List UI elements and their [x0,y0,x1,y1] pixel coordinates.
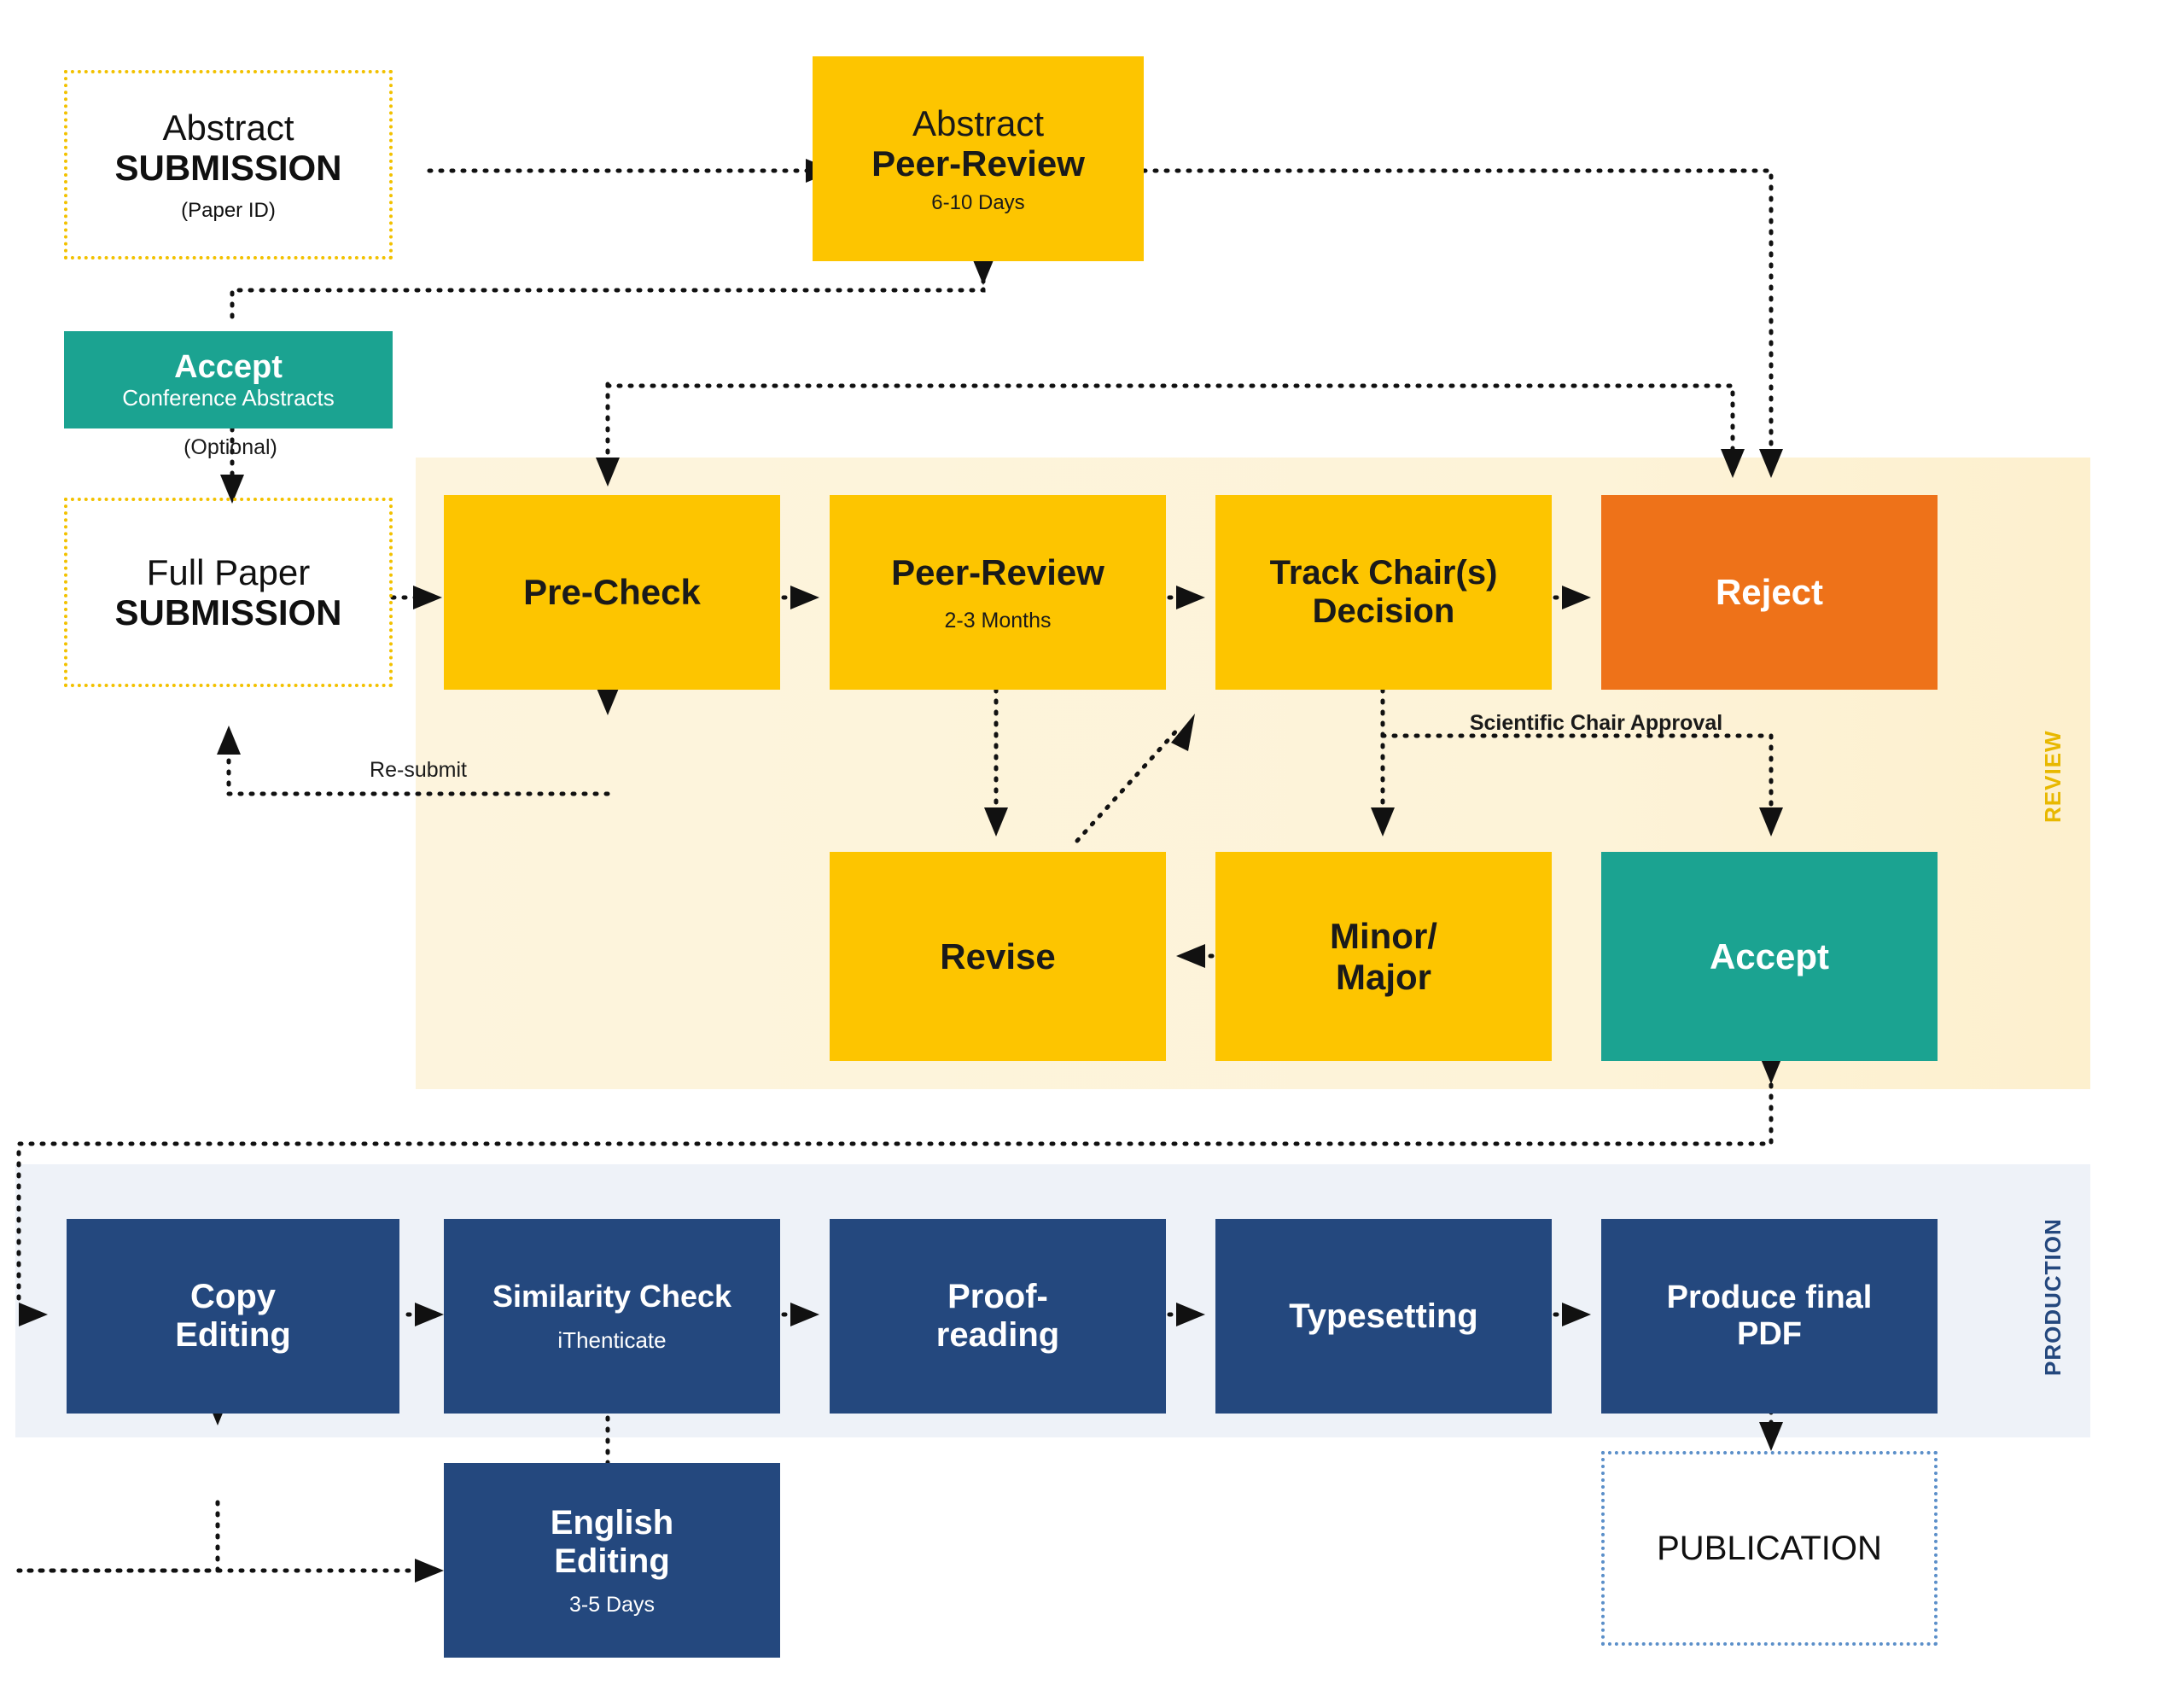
node-similarity-check-sub: iThenticate [557,1326,667,1353]
node-pre-check[interactable] [444,495,780,690]
node-similarity-check[interactable] [444,1219,780,1414]
node-similarity-check-title: Similarity Check [492,1279,732,1315]
node-produce-final-pdf[interactable] [1601,1219,1938,1414]
node-produce-final-pdf-title: Produce final [1666,1280,1873,1316]
node-full-paper-submission-title: Full Paper [146,551,311,592]
node-publication[interactable] [1601,1451,1938,1646]
node-track-chairs-decision-title: Track Chair(s) [1269,554,1498,592]
node-accept-conference-abstracts-sub: Conference Abstracts [122,384,335,411]
node-abstract-peer-review-title2: Peer-Review [871,143,1085,184]
node-produce-final-pdf-title2: PDF [1737,1316,1802,1352]
node-minor-major[interactable] [1215,852,1552,1061]
node-copy-editing[interactable] [67,1219,399,1414]
node-pre-check-title: Pre-Check [523,572,701,613]
node-abstract-submission-title2: SUBMISSION [114,147,342,188]
node-track-chairs-decision-title2: Decision [1312,592,1455,630]
node-revise[interactable] [830,852,1166,1061]
node-reject[interactable] [1601,495,1938,690]
band-label-review: REVIEW [2040,730,2066,824]
node-abstract-submission-sub: (Paper ID) [181,198,276,222]
node-accept-conference-abstracts[interactable] [64,331,393,428]
edge-label-optional: (Optional) [184,435,277,459]
node-typesetting[interactable] [1215,1219,1552,1414]
node-abstract-peer-review-sub: 6-10 Days [931,190,1025,214]
node-minor-major-title: Minor/ [1330,916,1437,957]
node-accept[interactable] [1601,852,1938,1061]
node-peer-review[interactable] [830,495,1166,690]
node-proof-reading-title2: reading [935,1316,1060,1354]
node-typesetting-title: Typesetting [1289,1297,1478,1335]
node-english-editing-title2: Editing [554,1542,670,1580]
node-english-editing-title: English [550,1504,674,1542]
node-copy-editing-title2: Editing [175,1316,291,1354]
node-proof-reading-title: Proof- [947,1278,1048,1316]
node-abstract-submission[interactable] [64,70,393,259]
band-label-production: PRODUCTION [2040,1218,2066,1377]
node-english-editing[interactable] [444,1463,780,1658]
node-abstract-peer-review[interactable] [813,56,1144,261]
node-proof-reading[interactable] [830,1219,1166,1414]
node-revise-title: Revise [940,936,1056,976]
node-peer-review-sub: 2-3 Months [944,608,1052,632]
node-reject-title: Reject [1715,572,1824,613]
node-accept-title: Accept [1709,936,1830,976]
node-copy-editing-title: Copy [190,1278,276,1316]
node-full-paper-submission[interactable] [64,498,393,687]
edge-label-re-submit: Re-submit [370,758,467,782]
node-english-editing-sub: 3-5 Days [568,1592,656,1617]
node-accept-conference-abstracts-title: Accept [174,349,283,386]
edge-label-scientific-chair-approval: Scientific Chair Approval [1469,711,1723,735]
node-track-chairs-decision[interactable] [1215,495,1552,690]
node-peer-review-title: Peer-Review [891,552,1104,593]
node-publication-title: PUBLICATION [1657,1529,1882,1567]
node-minor-major-title2: Major [1335,956,1431,997]
node-abstract-peer-review-title: Abstract [912,102,1045,143]
node-full-paper-submission-title2: SUBMISSION [114,592,342,632]
node-abstract-submission-title: Abstract [162,107,294,148]
